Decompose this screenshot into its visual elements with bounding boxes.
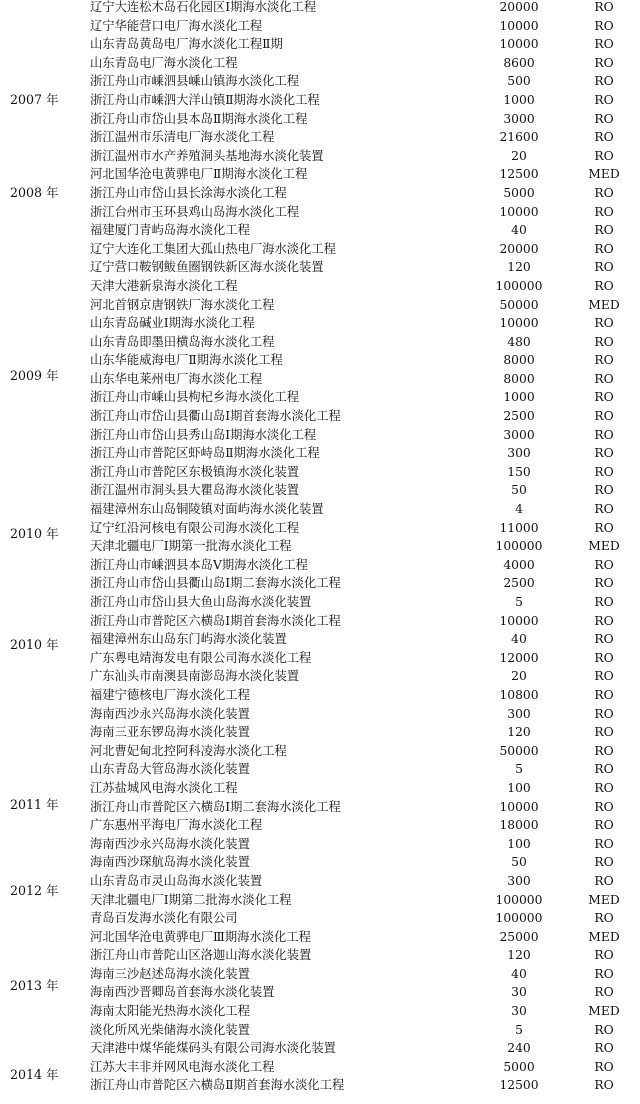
table-row — [0, 891, 640, 910]
project-name: 浙江舟山市普陀区六横岛Ⅰ期首套海水淡化工程 — [90, 613, 341, 628]
capacity-value: 4000 — [503, 557, 535, 572]
table-row — [0, 928, 640, 947]
project-name: 山东青岛即墨田横岛海水淡化工程 — [90, 334, 275, 349]
project-name: 海南西沙晋卿岛首套海水淡化装置 — [90, 985, 275, 1000]
project-name: 天津港中煤华能煤码头有限公司海水淡化装置 — [90, 1041, 336, 1056]
project-name: 浙江舟山市普陀区六横岛Ⅱ期首套海水淡化工程 — [90, 1078, 345, 1093]
table-row — [0, 593, 640, 612]
project-name: 河北首钢京唐钢铁厂海水淡化工程 — [90, 297, 275, 312]
capacity-value: 50 — [511, 483, 527, 498]
project-name: 浙江台州市玉环县鸡山岛海水淡化工程 — [90, 204, 300, 219]
capacity-value: 20000 — [499, 0, 539, 14]
technology-value: RO — [594, 706, 614, 721]
capacity-value: 10800 — [499, 687, 539, 702]
project-name: 浙江舟山市普陀区虾峙岛Ⅱ期海水淡化工程 — [90, 446, 320, 461]
project-name: 河北国华沧电黄骅电厂Ⅱ期海水淡化工程 — [90, 167, 308, 182]
capacity-value: 120 — [507, 948, 531, 963]
capacity-value: 2500 — [503, 576, 535, 591]
capacity-value: 12000 — [499, 650, 539, 665]
technology-value: RO — [594, 502, 614, 517]
capacity-value: 5000 — [503, 185, 535, 200]
technology-value: RO — [594, 1022, 614, 1037]
project-name: 浙江舟山市岱山县本岛Ⅱ期海水淡化工程 — [90, 111, 308, 126]
capacity-value: 120 — [507, 725, 531, 740]
table-row — [0, 816, 640, 835]
technology-value: RO — [594, 557, 614, 572]
table-row — [0, 35, 640, 54]
year-label: 2013 年 — [10, 977, 59, 993]
table-row — [0, 0, 640, 17]
project-name: 浙江舟山市普陀山区洛迦山海水淡化装置 — [90, 948, 312, 963]
table-row — [0, 779, 640, 798]
table-row — [0, 277, 640, 296]
table-row — [0, 17, 640, 36]
table-row — [0, 630, 640, 649]
project-name: 河北国华沧电黄骅电厂Ⅲ期海水淡化工程 — [90, 929, 311, 944]
capacity-value: 480 — [507, 334, 531, 349]
project-name: 辽宁华能营口电厂海水淡化工程 — [90, 18, 263, 33]
table-row — [0, 147, 640, 166]
technology-value: MED — [588, 929, 620, 944]
table-row — [0, 723, 640, 742]
capacity-value: 40 — [511, 966, 527, 981]
technology-value: RO — [594, 966, 614, 981]
table-row — [0, 909, 640, 928]
year-label: 2008 年 — [10, 185, 59, 201]
project-name: 青岛百发海水淡化有限公司 — [90, 911, 238, 926]
capacity-value: 5 — [515, 1022, 523, 1037]
table-row — [0, 72, 640, 91]
technology-value: RO — [594, 55, 614, 70]
year-label: 2009 年 — [10, 367, 59, 383]
capacity-value: 8000 — [503, 371, 535, 386]
table-row — [0, 128, 640, 147]
capacity-value: 5 — [515, 762, 523, 777]
capacity-value: 1000 — [503, 390, 535, 405]
technology-value: RO — [594, 725, 614, 740]
capacity-value: 100000 — [495, 911, 543, 926]
table-row — [0, 1021, 640, 1040]
capacity-value: 8000 — [503, 353, 535, 368]
project-name: 山东青岛电厂海水淡化工程 — [90, 55, 238, 70]
capacity-value: 50000 — [499, 743, 539, 758]
technology-value: RO — [594, 92, 614, 107]
capacity-value: 4 — [515, 502, 523, 517]
capacity-value: 120 — [507, 260, 531, 275]
technology-value: RO — [594, 1041, 614, 1056]
capacity-value: 240 — [507, 1041, 531, 1056]
capacity-value: 300 — [507, 446, 531, 461]
project-name: 淡化所风光柴储海水淡化装置 — [90, 1022, 250, 1037]
technology-value: RO — [594, 743, 614, 758]
capacity-value: 30 — [511, 985, 527, 1000]
capacity-value: 150 — [507, 464, 531, 479]
table-row — [0, 314, 640, 333]
project-name: 福建漳州东山岛东门屿海水淡化装置 — [90, 632, 287, 647]
capacity-value: 40 — [511, 632, 527, 647]
table-row — [0, 1076, 640, 1095]
capacity-value: 18000 — [499, 818, 539, 833]
year-label: 2010 年 — [10, 637, 59, 653]
technology-value: RO — [594, 185, 614, 200]
technology-value: RO — [594, 985, 614, 1000]
project-name: 浙江舟山市岱山县秀山岛Ⅰ期海水淡化工程 — [90, 427, 317, 442]
capacity-value: 1000 — [503, 92, 535, 107]
year-label: 2011 年 — [10, 797, 59, 813]
capacity-value: 2500 — [503, 409, 535, 424]
table-row — [0, 221, 640, 240]
technology-value: RO — [594, 948, 614, 963]
technology-value: RO — [594, 148, 614, 163]
capacity-value: 12500 — [499, 1078, 539, 1093]
project-name: 浙江舟山市岱山县大鱼山岛海水淡化装置 — [90, 595, 312, 609]
technology-value: RO — [594, 446, 614, 461]
table-row — [0, 612, 640, 631]
capacity-value: 20 — [511, 148, 527, 163]
project-name: 福建宁德核电厂海水淡化工程 — [90, 687, 250, 702]
project-name: 海南西沙永兴岛海水淡化装置 — [90, 706, 250, 721]
project-name: 浙江舟山市岱山县长涂海水淡化工程 — [90, 185, 287, 200]
technology-value: RO — [594, 241, 614, 256]
technology-value: RO — [594, 836, 614, 851]
capacity-value: 50000 — [499, 297, 539, 312]
project-name: 辽宁大连化工集团大孤山热电厂海水淡化工程 — [90, 241, 336, 256]
project-name: 浙江舟山市嵊泗大洋山镇Ⅱ期海水淡化工程 — [90, 92, 320, 107]
table-row — [0, 184, 640, 203]
capacity-value: 11000 — [499, 520, 539, 535]
capacity-value: 40 — [511, 223, 527, 238]
technology-value: RO — [594, 130, 614, 145]
technology-value: RO — [594, 595, 614, 609]
capacity-value: 100 — [507, 836, 531, 851]
technology-value: RO — [594, 1059, 614, 1074]
technology-value: RO — [594, 799, 614, 814]
technology-value: RO — [594, 762, 614, 777]
year-label: 2010 年 — [10, 525, 59, 541]
technology-value: RO — [594, 632, 614, 647]
technology-value: RO — [594, 613, 614, 628]
table-row — [0, 91, 640, 110]
project-name: 海南三沙赵述岛海水淡化装置 — [90, 966, 250, 981]
capacity-value: 10000 — [499, 204, 539, 219]
capacity-value: 3000 — [503, 111, 535, 126]
table-row — [0, 760, 640, 779]
technology-value: RO — [594, 37, 614, 52]
technology-value: RO — [594, 576, 614, 591]
capacity-value: 20000 — [499, 241, 539, 256]
technology-value: RO — [594, 483, 614, 498]
technology-value: RO — [594, 278, 614, 293]
table-row — [0, 667, 640, 686]
table-row — [0, 872, 640, 891]
project-name: 浙江舟山市岱山县衢山岛Ⅰ期二套海水淡化工程 — [90, 576, 341, 591]
table-row — [0, 537, 640, 556]
project-name: 海南太阳能光热海水淡化工程 — [90, 1004, 250, 1019]
project-name: 浙江温州市洞头县大瞿岛海水淡化装置 — [90, 483, 300, 498]
table-row — [0, 463, 640, 482]
table-row — [0, 1058, 640, 1077]
technology-value: MED — [588, 297, 620, 312]
technology-value: RO — [594, 111, 614, 126]
table-row — [0, 965, 640, 984]
table-row — [0, 426, 640, 445]
technology-value: RO — [594, 911, 614, 926]
technology-value: RO — [594, 74, 614, 89]
technology-value: RO — [594, 464, 614, 479]
project-name: 浙江舟山市岱山县衢山岛Ⅰ期首套海水淡化工程 — [90, 409, 341, 424]
project-name: 辽宁营口鞍钢鲅鱼圈钢铁新区海水淡化装置 — [90, 260, 324, 275]
project-name: 福建漳州东山岛铜陵镇对面屿海水淡化装置 — [90, 502, 324, 517]
project-name: 江苏大丰非并网风电海水淡化工程 — [90, 1059, 275, 1074]
capacity-value: 300 — [507, 873, 531, 888]
project-name: 山东青岛市灵山岛海水淡化装置 — [90, 873, 263, 888]
capacity-value: 100000 — [495, 278, 543, 293]
technology-value: RO — [594, 204, 614, 219]
table-row — [0, 798, 640, 817]
capacity-value: 21600 — [499, 130, 539, 145]
capacity-value: 10000 — [499, 37, 539, 52]
capacity-value: 10000 — [499, 799, 539, 814]
table-row — [0, 574, 640, 593]
technology-value: RO — [594, 520, 614, 535]
project-name: 江苏盐城风电海水淡化工程 — [90, 780, 238, 795]
technology-value: RO — [594, 353, 614, 368]
table-row — [0, 54, 640, 73]
technology-value: MED — [588, 892, 620, 907]
project-name: 海南西沙琛航岛海水淡化装置 — [90, 855, 250, 870]
technology-value: RO — [594, 390, 614, 405]
project-name: 浙江温州市水产养殖洞头基地海水淡化装置 — [90, 148, 324, 163]
table-row — [0, 946, 640, 965]
project-name: 广东惠州平海电厂海水淡化工程 — [90, 818, 263, 833]
technology-value: RO — [594, 223, 614, 238]
table-row — [0, 407, 640, 426]
table-row — [0, 556, 640, 575]
table-row — [0, 370, 640, 389]
capacity-value: 5 — [515, 595, 523, 609]
capacity-value: 100 — [507, 780, 531, 795]
table-row — [0, 519, 640, 538]
table-row — [0, 686, 640, 705]
project-name: 浙江舟山市普陀区六横岛Ⅰ期二套海水淡化工程 — [90, 799, 341, 814]
technology-value: RO — [594, 409, 614, 424]
table-row — [0, 444, 640, 463]
technology-value: RO — [594, 316, 614, 331]
project-name: 福建厦门青屿岛海水淡化工程 — [90, 223, 250, 238]
table-row — [0, 240, 640, 259]
technology-value: RO — [594, 687, 614, 702]
project-name: 浙江舟山市嵊泗县嵊山镇海水淡化工程 — [90, 74, 300, 89]
technology-value: RO — [594, 818, 614, 833]
project-name: 辽宁红沿河核电有限公司海水淡化工程 — [90, 520, 300, 535]
project-name: 山东华电莱州电厂海水淡化工程 — [90, 371, 263, 386]
table-row — [0, 1039, 640, 1058]
technology-value: RO — [594, 427, 614, 442]
table-row — [0, 1002, 640, 1021]
table-row — [0, 351, 640, 370]
capacity-value: 500 — [507, 74, 531, 89]
year-label: 2012 年 — [10, 882, 59, 898]
technology-value: RO — [594, 371, 614, 386]
table-row — [0, 296, 640, 315]
technology-value: RO — [594, 334, 614, 349]
project-name: 天津北疆电厂Ⅰ期第一批海水淡化工程 — [90, 539, 292, 554]
project-name: 广东粤电靖海发电有限公司海水淡化工程 — [90, 650, 312, 665]
project-name: 天津北疆电厂Ⅰ期第二批海水淡化工程 — [90, 892, 292, 907]
project-name: 浙江舟山市普陀区东极镇海水淡化装置 — [90, 464, 300, 479]
table-row — [0, 649, 640, 668]
project-name: 海南三亚东锣岛海水淡化装置 — [90, 725, 250, 740]
technology-value: RO — [594, 18, 614, 33]
project-name: 山东华能威海电厂Ⅱ期海水淡化工程 — [90, 353, 283, 368]
table-row — [0, 203, 640, 222]
project-name: 山东青岛黄岛电厂海水淡化工程Ⅱ期 — [90, 37, 283, 52]
table-row — [0, 500, 640, 519]
capacity-value: 10000 — [499, 613, 539, 628]
capacity-value: 3000 — [503, 427, 535, 442]
table-row — [0, 853, 640, 872]
project-name: 天津大港新泉海水淡化工程 — [90, 278, 238, 293]
capacity-value: 25000 — [499, 929, 539, 944]
project-name: 河北曹妃甸北控阿科凌海水淡化工程 — [90, 743, 287, 758]
table-row — [0, 333, 640, 352]
technology-value: RO — [594, 873, 614, 888]
capacity-value: 30 — [511, 1004, 527, 1019]
technology-value: RO — [594, 855, 614, 870]
technology-value: RO — [594, 669, 614, 684]
table-row — [0, 481, 640, 500]
table-row — [0, 705, 640, 724]
table-row — [0, 110, 640, 129]
capacity-value: 10000 — [499, 18, 539, 33]
project-name: 山东青岛碱业Ⅰ期海水淡化工程 — [90, 316, 255, 331]
technology-value: MED — [588, 167, 620, 182]
capacity-value: 100000 — [495, 892, 543, 907]
capacity-value: 8600 — [503, 55, 535, 70]
project-name: 浙江温州市乐清电厂海水淡化工程 — [90, 130, 275, 145]
capacity-value: 100000 — [495, 539, 543, 554]
technology-value: RO — [594, 780, 614, 795]
project-name: 浙江舟山市嵊山县枸杞乡海水淡化工程 — [90, 390, 300, 405]
capacity-value: 10000 — [499, 316, 539, 331]
capacity-value: 12500 — [499, 167, 539, 182]
technology-value: RO — [594, 0, 614, 14]
capacity-value: 5000 — [503, 1059, 535, 1074]
table-row — [0, 742, 640, 761]
technology-value: MED — [588, 539, 620, 554]
table-row — [0, 165, 640, 184]
project-name: 海南西沙永兴岛海水淡化装置 — [90, 836, 250, 851]
year-label: 2007 年 — [10, 92, 59, 108]
technology-value: RO — [594, 650, 614, 665]
technology-value: RO — [594, 1078, 614, 1093]
technology-value: RO — [594, 260, 614, 275]
table-row — [0, 388, 640, 407]
capacity-value: 50 — [511, 855, 527, 870]
table-row — [0, 983, 640, 1002]
project-name: 辽宁大连松木岛石化园区Ⅰ期海水淡化工程 — [90, 0, 317, 14]
project-name: 浙江舟山市嵊泗县本岛Ⅴ期海水淡化工程 — [90, 557, 308, 572]
technology-value: MED — [588, 1004, 620, 1019]
table-row — [0, 835, 640, 854]
project-name: 广东汕头市南澳县南澎岛海水淡化装置 — [90, 669, 300, 684]
capacity-value: 300 — [507, 706, 531, 721]
year-label: 2014 年 — [10, 1066, 59, 1082]
table-row — [0, 258, 640, 277]
capacity-value: 20 — [511, 669, 527, 684]
project-name: 山东青岛大管岛海水淡化装置 — [90, 762, 250, 777]
